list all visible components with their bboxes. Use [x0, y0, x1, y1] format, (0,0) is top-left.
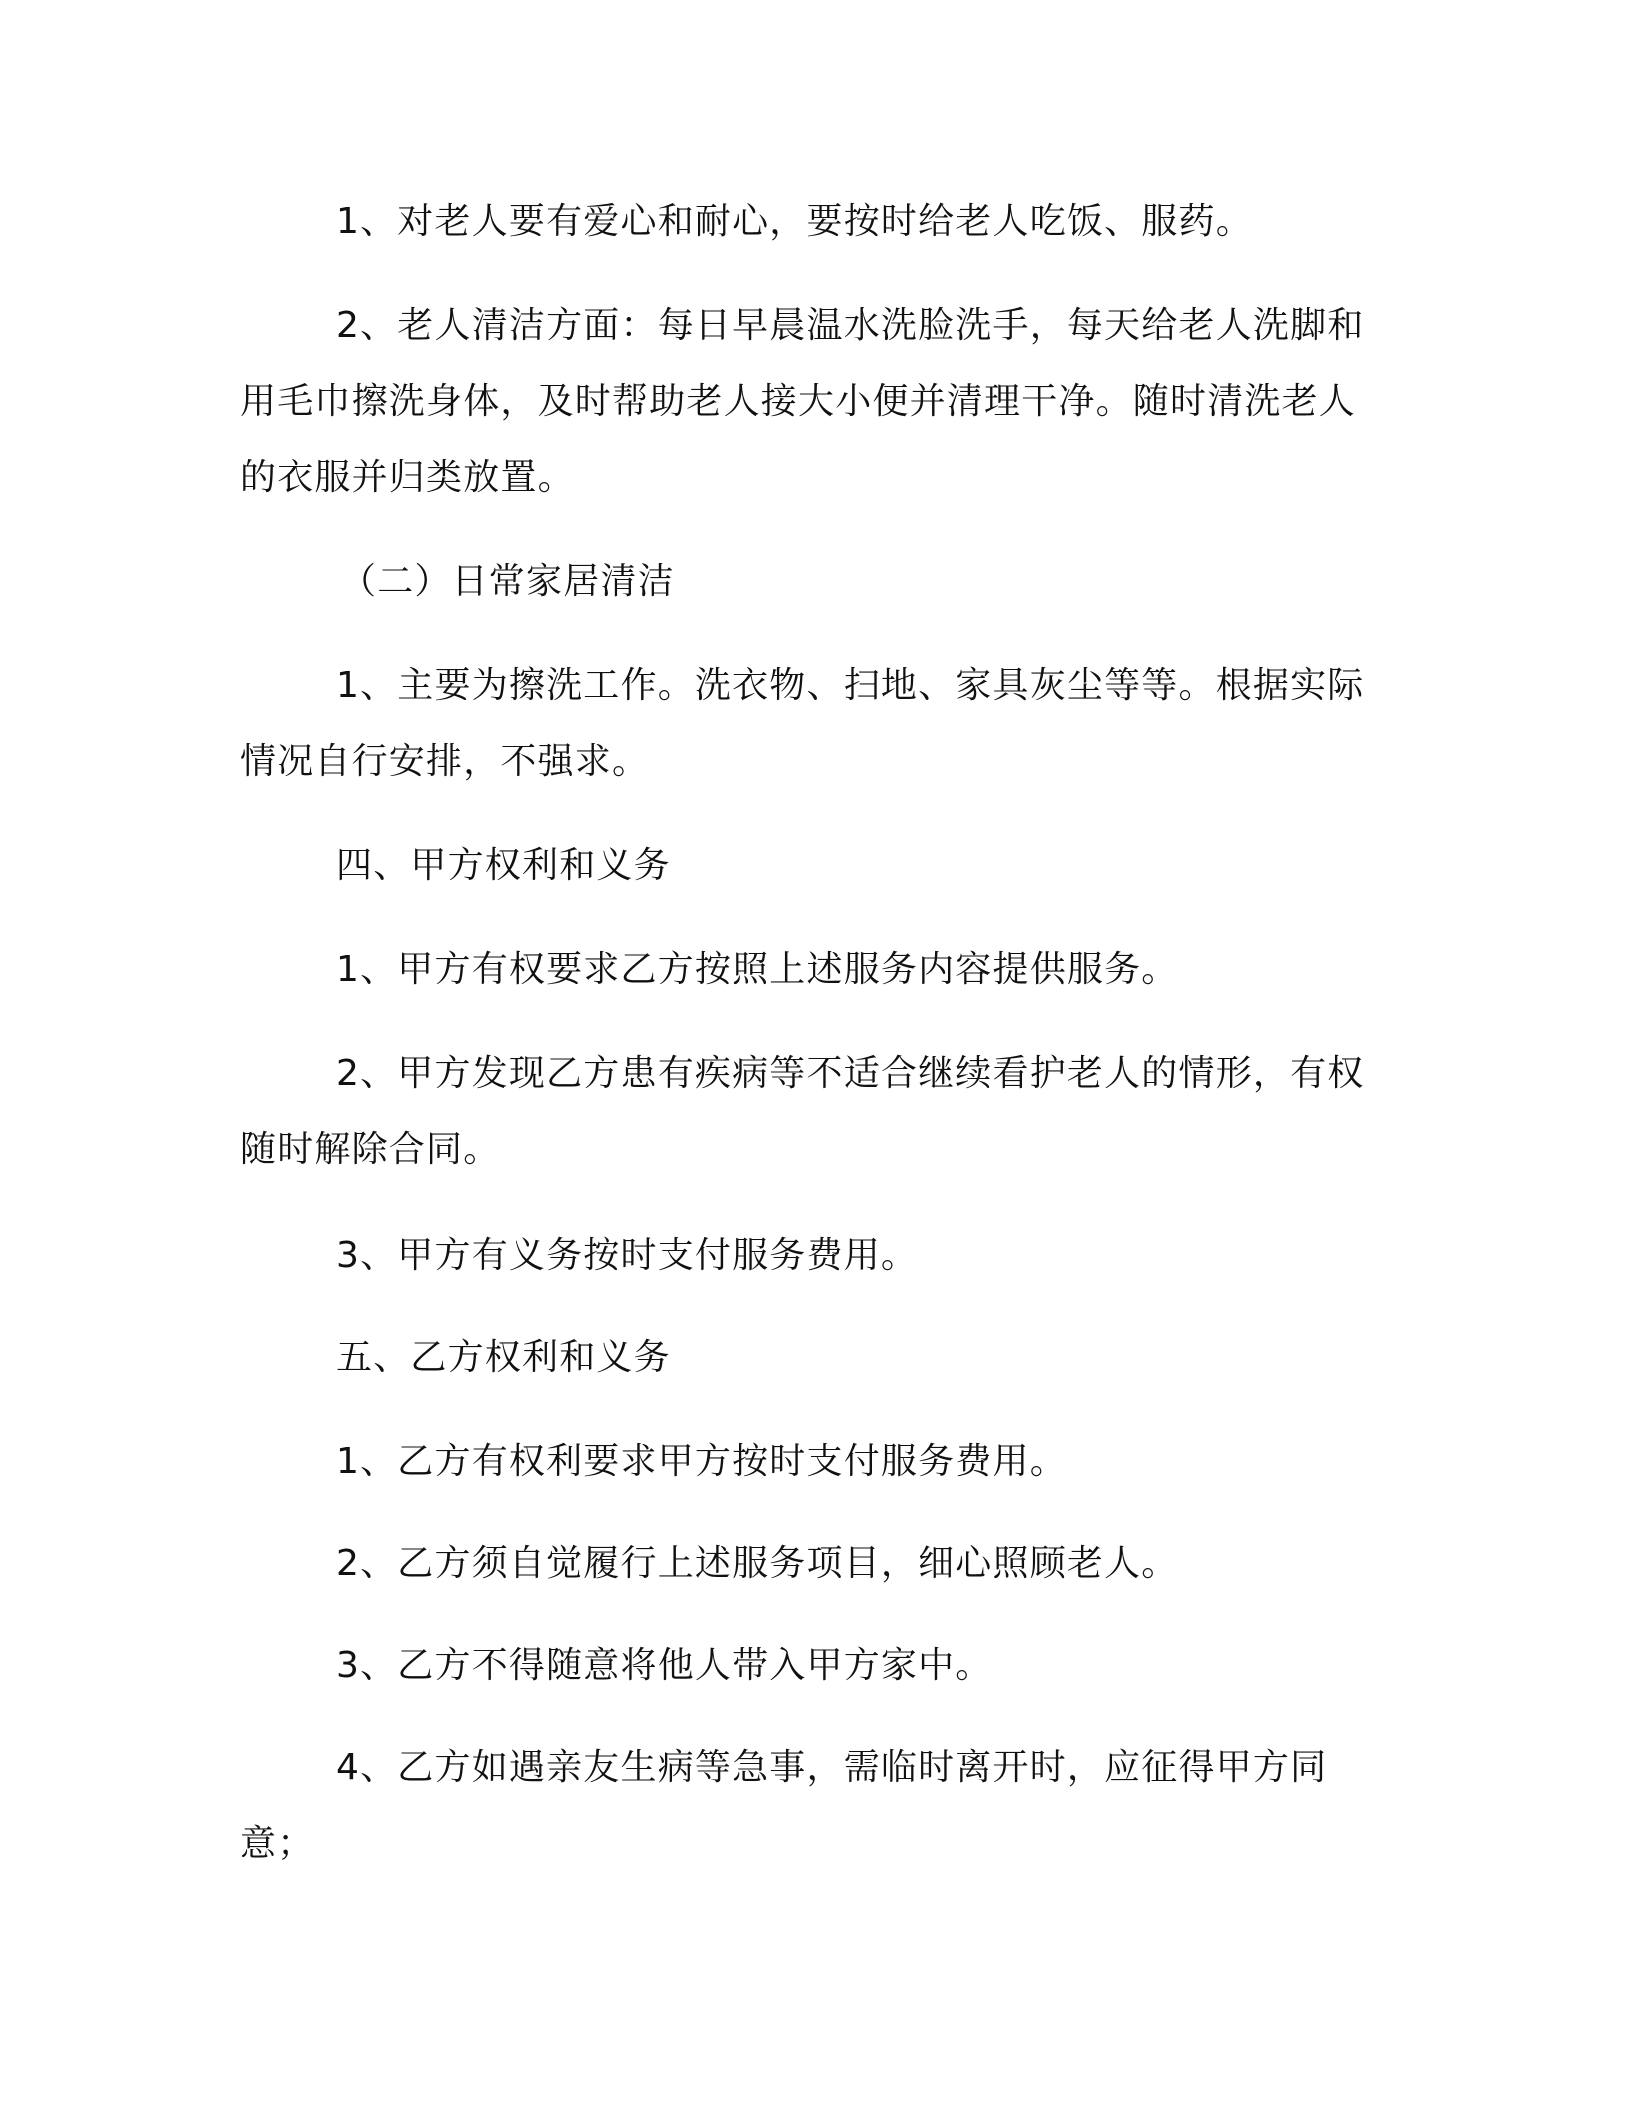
section-heading-party-b: 五、乙方权利和义务	[336, 1337, 671, 1378]
paragraph-party-b-2: 2、乙方须自觉履行上述服务项目，细心照顾老人。	[336, 1543, 1179, 1584]
paragraph-party-b-1: 1、乙方有权利要求甲方按时支付服务费用。	[336, 1441, 1067, 1482]
paragraph-cleaning-1: 1、主要为擦洗工作。洗衣物、扫地、家具灰尘等等。根据实际情况自行安排，不强求。	[240, 665, 1365, 782]
paragraph-elder-care-1: 1、对老人要有爱心和耐心，要按时给老人吃饭、服药。	[336, 201, 1253, 242]
section-heading-daily-cleaning: （二）日常家居清洁	[340, 561, 675, 602]
paragraph-party-a-2: 2、甲方发现乙方患有疾病等不适合继续看护老人的情形，有权随时解除合同。	[240, 1053, 1365, 1170]
paragraph-party-b-3: 3、乙方不得随意将他人带入甲方家中。	[336, 1645, 993, 1686]
paragraph-party-b-4: 4、乙方如遇亲友生病等急事，需临时离开时，应征得甲方同意；	[240, 1747, 1328, 1864]
section-heading-party-a: 四、甲方权利和义务	[336, 845, 671, 886]
paragraph-party-a-1: 1、甲方有权要求乙方按照上述服务内容提供服务。	[336, 949, 1179, 990]
paragraph-elder-care-2: 2、老人清洁方面：每日早晨温水洗脸洗手，每天给老人洗脚和用毛巾擦洗身体，及时帮助老人接大小便并清理干净。随时清洗老人的衣服并归类放置。	[240, 305, 1365, 498]
paragraph-party-a-3: 3、甲方有义务按时支付服务费用。	[336, 1235, 919, 1276]
